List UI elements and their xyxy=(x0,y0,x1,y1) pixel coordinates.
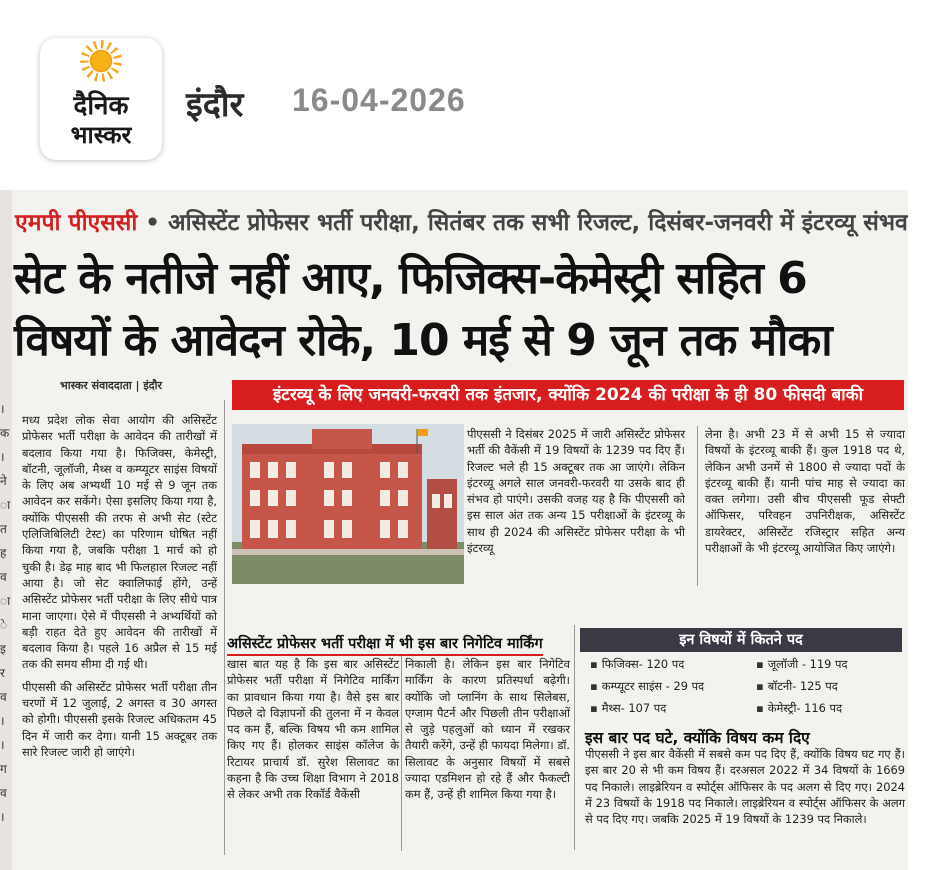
paragraph: मध्य प्रदेश लोक सेवा आयोग की असिस्टेंट प्रोफेसर भर्ती परीक्षा के आवेदन की तारीखों में बदलाव किया गया है। फिजिक्स, केमेस्ट्री, बॉटनी, जूलॉजी, मैथ्स व कम्प्यूटर साइंस विषयों के लिए अब अभ्यर्थी 10 मई से 9 जून तक आवेदन कर सकेंगे। ऐसा इसलिए किया गया है, क्योंकि पीएससी की तरफ से अभी सेट (स्टेट एलिजिबिलिटी टेस्ट) का परिणाम घोषित नहीं किया गया है, जबकि परीक्षा 1 मार्च को हो चुकी है। डेढ़ माह बाद भी फिलहाल रिजल्ट नहीं आया है। जो सेट क्वालिफाई होंगे, उन्हें असिस्टेंट प्रोफेसर भर्ती परीक्षा के लिए सीधे पात्र माना जाएगा। ऐसे में पीएससी ने अभ्यर्थियों को बड़ी राहत देते हुए आवेदन की तारीखों में बदलाव किया है। पहले 16 अप्रैल से 15 मई तक की समय सीमा दी गई थी। xyxy=(22,413,217,672)
body-column-4: खास बात यह है कि इस बार असिस्टेंट प्रोफेसर भर्ती परीक्षा में निगेटिव मार्किंग का प्रावधान किया गया है। वैसे इस बार पिछले दो विज्ञापनों की तुलना में न केवल पद कम हैं, बल्कि विषय भी कम शामिल किए गए हैं। होलकर साइंस कॉलेज के रिटायर प्राचार्य डॉ. सुरेश सिलावट का कहना है कि उच्च शिक्षा विभाग ने 2018 से लेकर अभी तक रिकॉर्ड वैकेंसी xyxy=(227,657,399,802)
table-cell: ▪ केमेस्ट्री- 116 पद xyxy=(756,701,842,716)
logo-text-line2: भास्कर xyxy=(70,121,132,149)
table-cell: ▪ फिजिक्स- 120 पद xyxy=(590,657,684,672)
margin-fragment: त xyxy=(0,522,7,536)
article-kicker xyxy=(15,205,908,237)
negative-marking-heading xyxy=(227,633,543,653)
margin-fragment: क xyxy=(0,426,10,440)
kicker-tag: एमपी पीएससी xyxy=(15,210,138,236)
column-divider xyxy=(224,400,225,855)
body-column-3: लेना है। अभी 23 में से अभी 15 से ज्यादा विषयों के इंटरव्यू बाकी हैं। कुल 1918 पद थे, लेकिन अभी उनमें से 1800 से ज्यादा पदों के इंटरव्यू बाकी हैं। यानी पांच माह से ज्यादा का वक्त लगेगा। उसी बीच पीएससी फूड सेफ्टी ऑफिसर, परिवहन उपनिरीक्षक, असिस्टेंट डायरेक्टर, असिस्टेंट रजिस्ट्रार सहित अन्य परीक्षाओं के भी इंटरव्यू आयोजित किए जाएंगे। xyxy=(705,427,905,556)
column-divider xyxy=(574,625,575,850)
paragraph: पीएससी की असिस्टेंट प्रोफेसर भर्ती परीक्षा तीन चरणों में 12 जुलाई, 2 अगस्त व 30 अगस्त को होगी। पीएससी इसके रिजल्ट अधिकतम 45 दिन में जारी कर देगा। यानी 15 अक्टूबर तक सारे रिजल्ट जारी हो जाएंगे। xyxy=(22,679,217,759)
margin-fragment: । xyxy=(0,450,5,464)
posts-table xyxy=(580,655,902,717)
margin-fragment: । xyxy=(0,810,5,824)
table-cell: ▪ मैथ्स- 107 पद xyxy=(590,701,666,716)
body-column-2: पीएससी ने दिसंबर 2025 में जारी असिस्टेंट प्रोफेसर भर्ती की वैकेंसी में 19 विषयों के 1239 पद दिए हैं। रिजल्ट भले ही 15 अक्टूबर तक आ जाएंगे। लेकिन इंटरव्यू अगले साल जनवरी-फरवरी या उसके बाद ही संभव हो पाएंगे। उसकी वजह यह है कि पीएससी को इस साल अंत तक अन्य 15 परीक्षाओं के इंटरव्यू के साथ ही 2024 की असिस्टेंट प्रोफेसर परीक्षा के भी इंटरव्यू xyxy=(467,427,685,556)
margin-fragment: े xyxy=(0,618,8,632)
margin-fragment: ा xyxy=(0,594,11,608)
margin-fragment: र xyxy=(0,666,5,680)
column-divider xyxy=(697,426,698,586)
adjacent-column-strip xyxy=(0,190,12,870)
margin-fragment: व xyxy=(0,690,7,704)
margin-fragment: ग xyxy=(0,762,7,776)
margin-fragment: । xyxy=(0,402,5,416)
margin-fragment: । xyxy=(0,714,5,728)
margin-fragment: ह xyxy=(0,546,7,560)
body-column-5: निकाली है। लेकिन इस बार निगेटिव मार्किंग के कारण प्रतिस्पर्धा बढ़ेगी। क्योंकि जो प्लानिंग के साथ सिलेबस, एग्जाम पैटर्न और पिछली तीन परीक्षाओं से जुड़े पहलुओं को ध्यान में रखकर तैयारी करेंगे, उन्हें ही फायदा मिलेगा। डॉ. सिलावट के अनुसार विषयों में सबसे ज्यादा एडमिशन हो रहे हैं और फैकल्टी कम हैं, उन्हें ही शामिल किया गया है। xyxy=(405,657,570,802)
page-right-margin xyxy=(908,190,939,870)
college-building-image xyxy=(232,424,464,584)
subheadline-banner: इंटरव्यू के लिए जनवरी-फरवरी तक इंतजार, क्योंकि 2024 की परीक्षा के ही 80 फीसदी बाकी xyxy=(232,380,904,410)
headline-line-1: सेट के नतीजे नहीं आए, फिजिक्स-केमेस्ट्री सहित 6 xyxy=(14,253,807,304)
dainik-bhaskar-logo[interactable] xyxy=(40,38,162,160)
table-cell: ▪ कम्प्यूटर साइंस - 29 पद xyxy=(590,679,704,694)
sun-core-icon xyxy=(88,48,114,74)
headline-line-2: विषयों के आवेदन रोके, 10 मई से 9 जून तक मौका xyxy=(14,315,832,366)
margin-fragment: । xyxy=(0,738,5,752)
table-cell: ▪ बॉटनी- 125 पद xyxy=(756,679,838,694)
margin-fragment: इ xyxy=(0,642,6,656)
margin-fragment: ा xyxy=(0,498,11,512)
edition-date[interactable]: 16-04-2026 xyxy=(292,82,466,118)
margin-fragment: ने xyxy=(0,474,7,488)
edition-city[interactable]: इंदौर xyxy=(186,85,244,125)
heading-text: असिस्टेंट प्रोफेसर भर्ती परीक्षा में भी इस बार निगेटिव मार्किंग xyxy=(227,636,543,652)
body-column-6: पीएससी ने इस बार वैकेंसी में सबसे कम पद दिए हैं, क्योंकि विषय घट गए हैं। इस बार 20 से भी कम विषय हैं। दरअसल 2022 में 34 विषयों के 1669 पद निकाले। लाइब्रेरियन व स्पोर्ट्स ऑफिसर के पद अलग से दिए गए। 2024 में 23 विषयों के 1918 पद निकाले। लाइब्रेरियन व स्पोर्ट्स ऑफिसर के अलग से पद दिए गए। जबकि 2025 में 19 विषयों के 1239 पद निकाले। xyxy=(585,747,905,827)
building-photo xyxy=(232,424,464,584)
column-divider xyxy=(401,656,402,851)
kicker-text: • असिस्टेंट प्रोफेसर भर्ती परीक्षा, सितंबर तक सभी रिजल्ट, दिसंबर-जनवरी में इंटरव्यू संभव xyxy=(137,210,908,236)
byline: भास्कर संवाददाता | इंदौर xyxy=(60,379,162,392)
logo-text-line1: दैनिक xyxy=(73,91,129,121)
app-header xyxy=(0,0,939,185)
margin-fragment: व xyxy=(0,786,7,800)
table-cell: ▪ जूलॉजी - 119 पद xyxy=(756,657,848,672)
posts-table-title: इन विषयों में कितने पद xyxy=(580,628,902,652)
posts-reduced-heading: इस बार पद घटे, क्योंकि विषय कम दिए xyxy=(585,729,810,747)
margin-fragment: व xyxy=(0,570,7,584)
body-column-1 xyxy=(22,412,217,760)
